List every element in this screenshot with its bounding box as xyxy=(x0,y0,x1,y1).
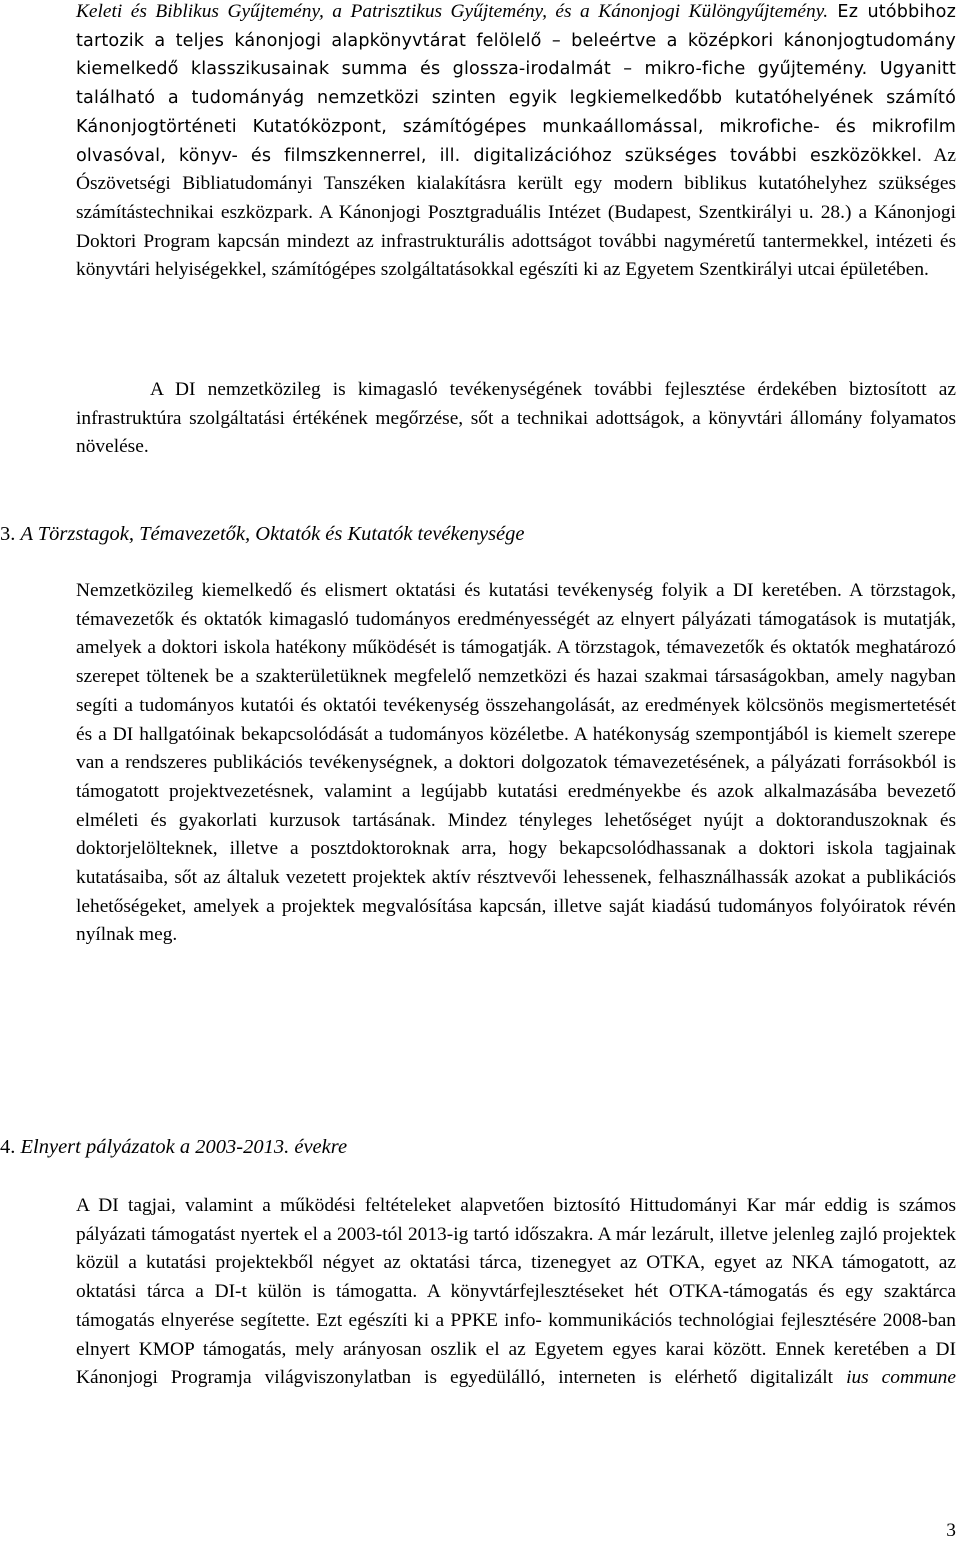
infrastructure-text: Az Ószövetségi Bibliatudományi Tanszéken kialakításra került egy modern biblikus kutatóhelyhez szükséges számítástechnikai eszközpark. A Kánonjogi Posztgraduális Intézet (Budapest, Szentkirályi u. 28.) a Kánonjogi Doktori Program kapcsán mindezt az infrastrukturális adottságot további nagyméretű tantermekkel, intézeti és könyvtári helyiségekkel, számítógépes szolgáltatásokkal egészíti ki az Egyetem Szentkirályi utcai épületében. xyxy=(76,144,957,281)
section-4-heading xyxy=(0,1133,347,1161)
microfiche-text: Ez utóbbihoz tartozik a teljes kánonjogi alapkönyvtárat felölelő – beleértve a középkori kánonjogtudomány kiemelkedő klasszikusainak summa és glossza-irodalmát – mikro-fiche gyűjtemény. Ugyanitt található a tudományág nemzetközi szinten egyik legkiemelkedőbb kutatóhelyének számító Kánonjogtörténeti Kutatóközpont, számítógépes munkaállomással, mikrofiche- és mikrofilm olvasóval, könyv- és filmszkennerrel, ill. digitalizációhoz szükséges további eszközökkel. xyxy=(76,2,956,166)
section-4-title: Elnyert pályázatok a 2003-2013. évekre xyxy=(20,1136,348,1158)
development-paragraph: A DI nemzetközileg is kimagasló tevékenységének további fejlesztése érdekében biztosított az infrastruktúra szolgáltatási értékének megőrzése, sőt a technikai adottságok, a könyvtári állomány folyamatos növelése. xyxy=(76,379,956,458)
section-3-number: 3. xyxy=(0,523,16,545)
page-number: 3 xyxy=(946,1520,956,1541)
section-3-body: Nemzetközileg kiemelkedő és elismert oktatási és kutatási tevékenység folyik a DI keretében. A törzstagok, témavezetők és oktatók kimagasló tudományos eredményességét az elnyert pályázati támogatások is mutatják, amelyek a doktori iskola hatékony működését is támogatják. A törzstagok, témavezetők és oktatók meghatározó szerepet töltenek be a szakterületüknek megfelelő nemzetközi és hazai szakmai társaságokban, amely nagyban segíti a tudományos kutatói és oktatói tevékenység összehangolását, az eredmények kölcsönös megismertetését és a DI hallgatóinak bekapcsolódását a tudományos közéletbe. A hatékonyság szempontjából is kiemelt szerepe van a rendszeres publikációs tevékenységnek, a doktori dolgozatok témavezetésének, a pályázati forrásokból is támogatott projektvezetésnek, valamint a legújabb kutatási eredményekbe és azok alkalmazásába bevezető elméleti és gyakorlati kurzusok tartásának. Mindez tényleges lehetőséget nyújt a doktoranduszoknak és doktorjelölteknek, illetve a posztdoktoroknak arra, hogy bekapcsolódhassanak a doktori iskola tagjainak kutatásaiba, sőt az általuk vezetett projektek aktív résztvevői lehessenek, felhasználhassák azokat a publikációs lehetőségeket, amelyek a projektek megvalósítása kapcsán, illetve saját kiadású tudományos folyóiratok révén nyílnak meg. xyxy=(76,580,956,946)
section-4-body-text: A DI tagjai, valamint a működési feltételeket alapvetően biztosító Hittudományi Kar már eddig is számos pályázati támogatást nyertek el a 2003-tól 2013-ig tartó időszakra. A már lezárult, illetve jelenleg zajló projektek közül a kutatási projektekből négyet az oktatási tárca, tizenegyet az OTKA, egyet az NKA támogatott, az oktatási tárca a DI-t külön is támogatta. A könyvtárfejlesztéseket hét OTKA-támogatás és egy szaktárca támogatás elnyerése segítette. Ezt egészíti ki a PPKE info- kommunikációs technológiai fejlesztésére 2008-ban elnyert KMOP támogatás, mely arányosan oszlik el az Egyetem egyes karai között. Ennek keretében a DI Kánonjogi Programja világviszonylatban is egyedülálló, interneten is elérhető digitalizált xyxy=(76,1195,956,1389)
collection-names-text: Keleti és Biblikus Gyűjtemény, a Patrisztikus Gyűjtemény, és a Kánonjogi Különgyűjtemény. xyxy=(76,1,829,22)
section-4-number: 4. xyxy=(0,1136,16,1158)
section-3-title: A Törzstagok, Témavezetők, Oktatók és Kutatók tevékenysége xyxy=(20,523,525,545)
section-4-body xyxy=(76,1192,956,1393)
section-3-heading xyxy=(0,520,525,548)
ius-commune-text: ius commune xyxy=(846,1367,956,1389)
top-paragraph xyxy=(76,0,956,285)
